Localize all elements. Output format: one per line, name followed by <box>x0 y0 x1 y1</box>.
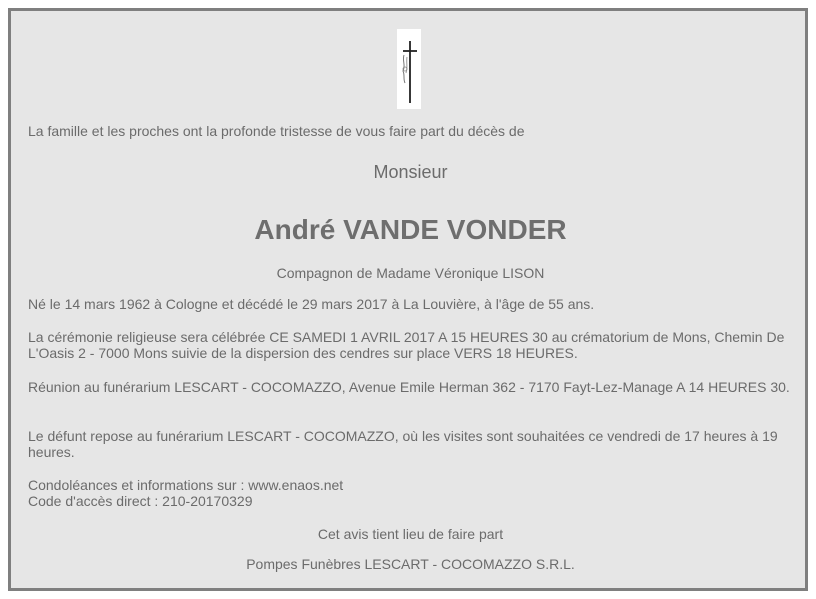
obituary-notice <box>8 8 808 591</box>
meeting-text: Réunion au funérarium LESCART - COCOMAZZO, Avenue Emile Herman 362 - 7170 Fayt-Lez-Manage A 14 HEURES 30. <box>28 379 790 395</box>
title-text: Monsieur <box>373 162 448 182</box>
funeral-home: Pompes Funèbres LESCART - COCOMAZZO S.R.L. <box>246 556 575 572</box>
companion-text: Compagnon de Madame Véronique LISON <box>276 265 545 281</box>
birth-death-text: Né le 14 mars 1962 à Cologne et décédé le 29 mars 2017 à La Louvière, à l'âge de 55 ans. <box>28 296 595 312</box>
cross-emblem-icon <box>397 29 421 109</box>
condolences-line: Condoléances et informations sur : www.enaos.net <box>28 477 344 493</box>
intro-text: La famille et les proches ont la profonde tristesse de vous faire part du décès de <box>28 123 525 139</box>
deceased-name: André VANDE VONDER <box>254 214 567 245</box>
ceremony-text: La cérémonie religieuse sera célébrée CE SAMEDI 1 AVRIL 2017 A 15 HEURES 30 au crématorium de Mons, Chemin De L'Oasis 2 - 7000 Mons suivie de la dispersion des cendres sur place VERS 18 HEURES. <box>28 329 785 361</box>
access-code-line: Code d'accès direct : 210-20170329 <box>28 493 253 509</box>
visits-text: Le défunt repose au funérarium LESCART - COCOMAZZO, où les visites sont souhaitées ce vendredi de 17 heures à 19 heures. <box>28 428 778 460</box>
notice-statement: Cet avis tient lieu de faire part <box>317 526 504 542</box>
